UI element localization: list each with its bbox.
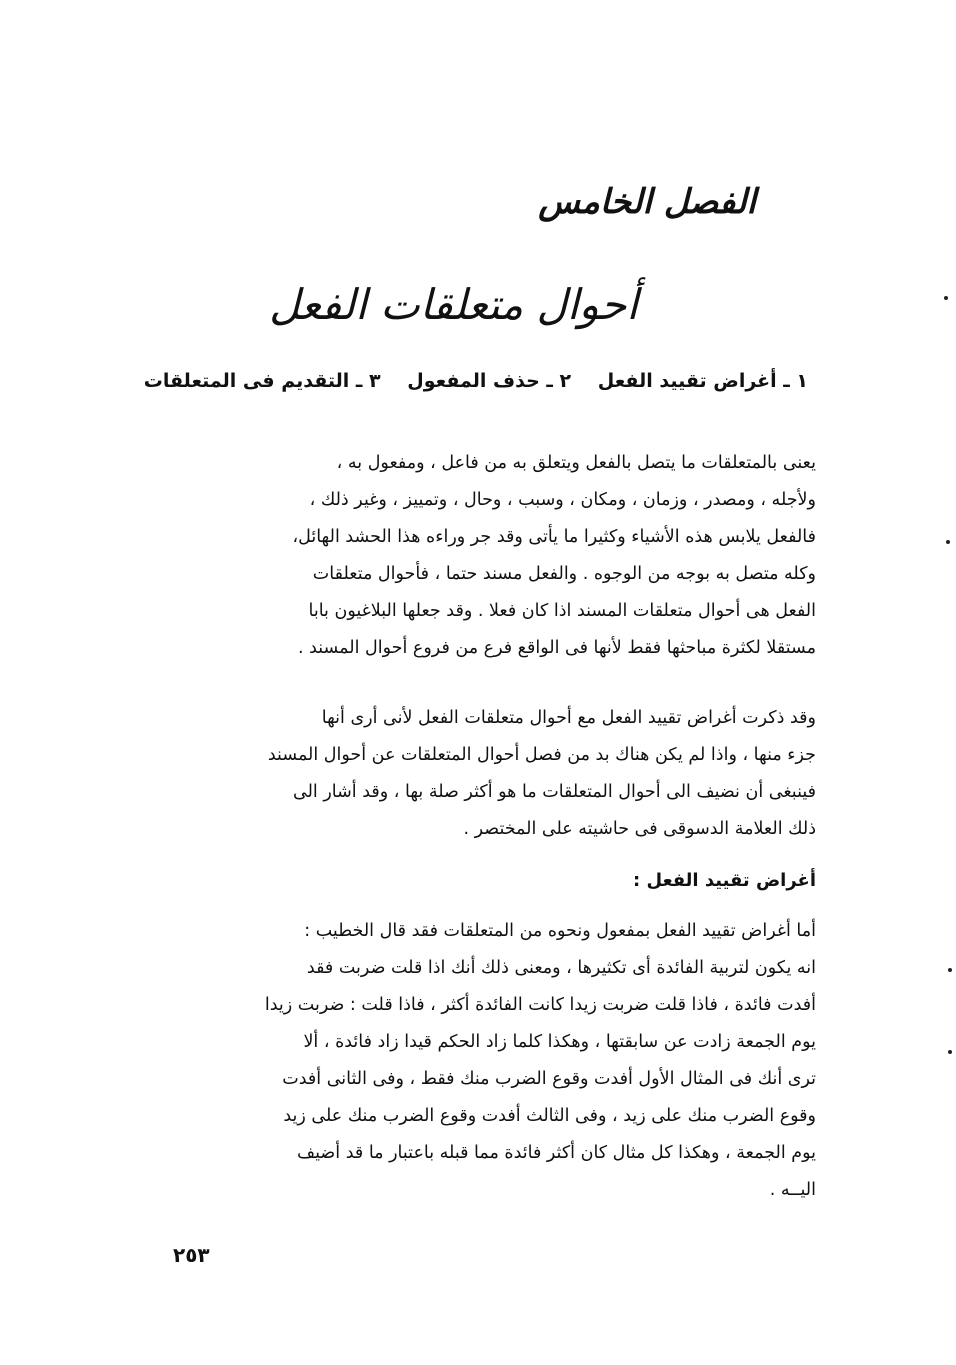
page-number: ٢٥٣ xyxy=(173,1243,210,1267)
text-line: أما أغراض تقييد الفعل بمفعول ونحوه من المتعلقات فقد قال الخطيب : xyxy=(304,921,816,941)
text-line: وقوع الضرب منك على زيد ، وفى الثالث أفدت وقوع الضرب منك على زيد xyxy=(283,1106,816,1126)
text-line: ولأجله ، ومصدر ، وزمان ، ومكان ، وسبب ، وحال ، وتمييز ، وغير ذلك ، xyxy=(309,490,816,510)
margin-speck xyxy=(948,968,952,972)
section-item: ٣ ـ التقديم فى المتعلقات xyxy=(143,370,381,392)
text-line: أفدت فائدة ، فاذا قلت ضربت زيدا كانت الفائدة أكثر ، فاذا قلت : ضربت زيدا xyxy=(264,995,816,1015)
section-item: ١ ـ أغراض تقييد الفعل xyxy=(597,370,808,392)
text-line: ذلك العلامة الدسوقى فى حاشيته على المختصر . xyxy=(463,819,816,839)
text-line: انه يكون لتربية الفائدة أى تكثيرها ، ومعنى ذلك أنك اذا قلت ضربت فقد xyxy=(306,958,816,978)
text-line: جزء منها ، واذا لم يكن هناك بد من فصل أحوال المتعلقات عن أحوال المسند xyxy=(267,745,816,765)
text-line: اليــه . xyxy=(769,1180,816,1200)
chapter-title: أحوال متعلقات الفعل xyxy=(269,280,638,329)
text-line: يوم الجمعة زادت عن سابقتها ، وهكذا كلما زاد الحكم قيدا زاد فائدة ، ألا xyxy=(303,1032,816,1052)
text-line: ترى أنك فى المثال الأول أفدت وقوع الضرب منك فقط ، وفى الثانى أفدت xyxy=(282,1069,816,1089)
paragraph-intro xyxy=(136,445,816,667)
paragraph-third xyxy=(136,913,816,1209)
subheading: أغراض تقييد الفعل : xyxy=(633,870,816,891)
text-line: يعنى بالمتعلقات ما يتصل بالفعل ويتعلق به من فاعل ، ومفعول به ، xyxy=(336,453,816,473)
section-list xyxy=(143,370,808,392)
margin-speck xyxy=(944,296,948,300)
margin-speck xyxy=(948,1050,952,1054)
text-line: وكله متصل به بوجه من الوجوه . والفعل مسند حتما ، فأحوال متعلقات xyxy=(312,564,816,584)
chapter-label: الفصل الخامس xyxy=(538,182,756,222)
text-line: وقد ذكرت أغراض تقييد الفعل مع أحوال متعلقات الفعل لأنى أرى أنها xyxy=(321,708,816,728)
text-line: الفعل هى أحوال متعلقات المسند اذا كان فعلا . وقد جعلها البلاغيون بابا xyxy=(308,601,816,621)
text-line: يوم الجمعة ، وهكذا كل مثال كان أكثر فائدة مما قبله باعتبار ما قد أضيف xyxy=(297,1143,816,1163)
text-line: فالفعل يلابس هذه الأشياء وكثيرا ما يأتى وقد جر وراءه هذا الحشد الهائل، xyxy=(292,527,816,547)
text-line: مستقلا لكثرة مباحثها فقط لأنها فى الواقع فرع من فروع أحوال المسند . xyxy=(297,638,816,658)
section-item: ٢ ـ حذف المفعول xyxy=(407,370,572,392)
paragraph-second xyxy=(136,700,816,848)
margin-speck xyxy=(946,540,950,544)
text-line: فينبغى أن نضيف الى أحوال المتعلقات ما هو أكثر صلة بها ، وقد أشار الى xyxy=(293,782,816,802)
